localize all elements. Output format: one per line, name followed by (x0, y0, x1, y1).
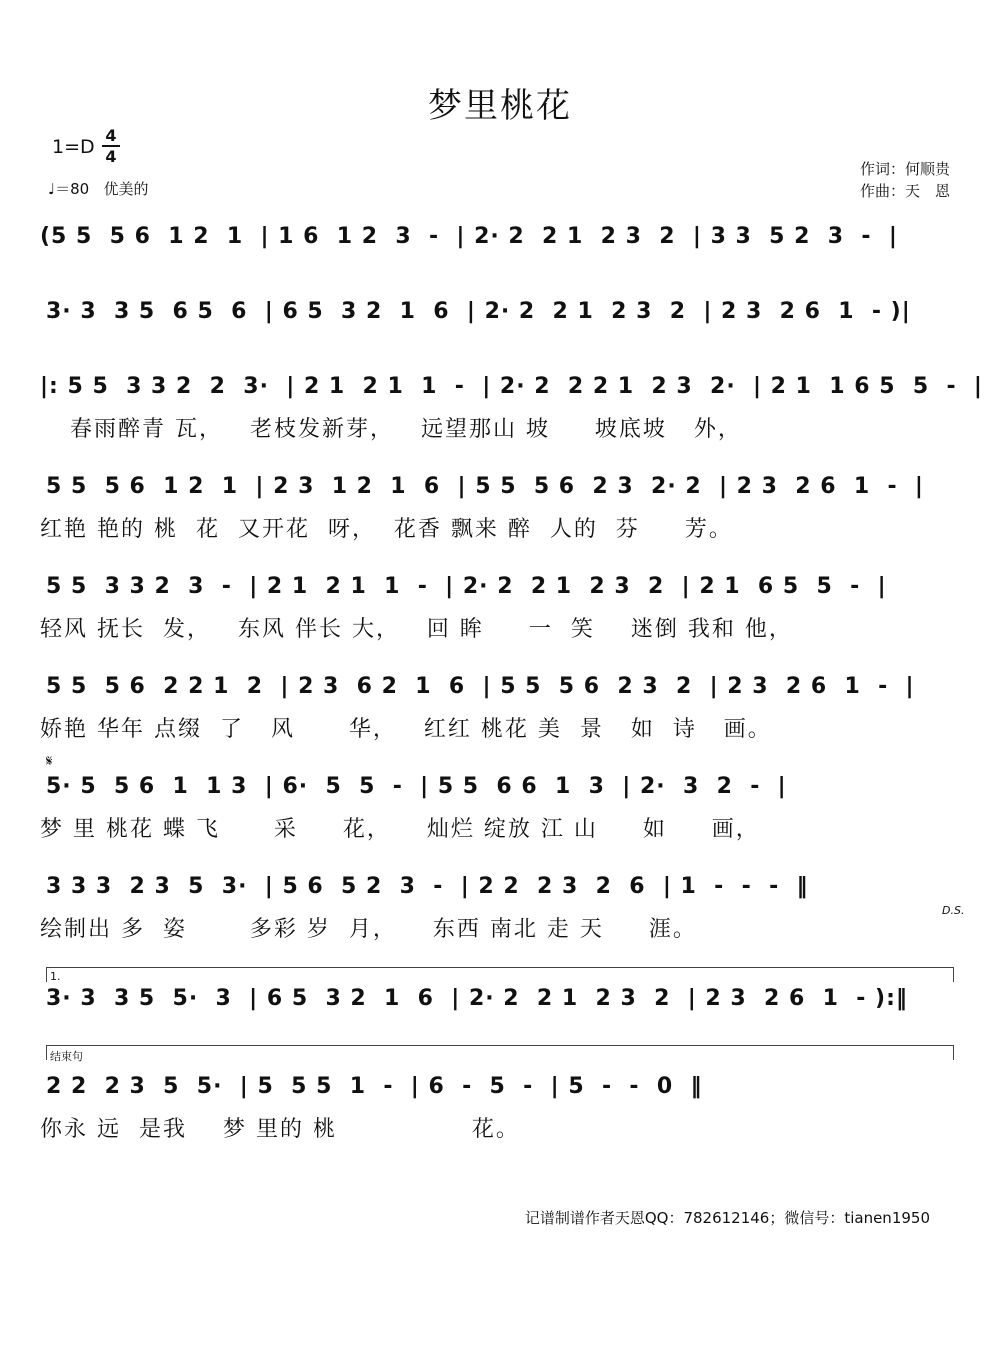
notation-line: 5· 5 5 6 1 1 3 | 6· 5 5 - | 5 5 6 6 1 3 | 2· 3 2 - | (46, 774, 787, 799)
notation-line: 5 5 5 6 1 2 1 | 2 3 1 2 1 6 | 5 5 5 6 2 3 2· 2 | 2 3 2 6 1 - | (46, 474, 924, 499)
tempo-value: ＝80 (55, 180, 90, 198)
key-signature: 1=D (52, 136, 95, 158)
notation-line: 5 5 3 3 2 3 - | 2 1 2 1 1 - | 2· 2 2 1 2 3 2 | 2 1 6 5 5 - | (46, 574, 887, 599)
time-signature (102, 127, 120, 165)
first-ending-bracket (46, 967, 954, 982)
notation-line: (5 5 5 6 1 2 1 | 1 6 1 2 3 - | 2· 2 2 1 2 3 2 | 3 3 5 2 3 - | (40, 224, 898, 249)
score-row-9 (0, 986, 1000, 1086)
time-sig-bottom: 4 (105, 147, 117, 166)
lyric-line: 绘制出 多 姿 多彩 岁 月， 东西 南北 走 天 涯。 (40, 917, 697, 942)
composer-credit: 作曲：天 恩 (859, 182, 950, 200)
score-row-5 (0, 574, 1000, 674)
notation-line: 5 5 5 6 2 2 1 2 | 2 3 6 2 1 6 | 5 5 5 6 2 3 2 | 2 3 2 6 1 - | (46, 674, 915, 699)
lyricist-credit: 作词：何顺贵 (859, 160, 950, 178)
ending-phrase-label: 结束句 (50, 1050, 83, 1063)
notation-line: 3 3 3 2 3 5 3· | 5 6 5 2 3 - | 2 2 2 3 2 6 | 1 - - - ‖ (46, 874, 809, 899)
score-row-6 (0, 674, 1000, 774)
expression-marking: 优美的 (103, 180, 149, 198)
score-row-3 (0, 374, 1000, 474)
dal-segno-marking: D.S. (942, 904, 965, 917)
tempo-marking (48, 178, 149, 199)
score-row-8 (0, 874, 1000, 974)
time-sig-top: 4 (105, 126, 117, 145)
lyric-line: 你永 远 是我 梦 里的 桃 花。 (40, 1117, 520, 1142)
score-row-4 (0, 474, 1000, 574)
lyric-line: 梦 里 桃花 蝶 飞 采 花， 灿烂 绽放 江 山 如 画， (40, 817, 760, 842)
ending-phrase-bracket (46, 1045, 954, 1060)
lyric-line: 娇艳 华年 点缀 了 风 华， 红红 桃花 美 景 如 诗 画。 (40, 717, 772, 742)
footer-credit: 记谱制谱作者天恩QQ：782612146；微信号：tianen1950 (524, 1209, 930, 1227)
notation-line: 3· 3 3 5 5· 3 | 6 5 3 2 1 6 | 2· 2 2 1 2 3 2 | 2 3 2 6 1 - ):‖ (46, 986, 908, 1011)
notation-line: 3· 3 3 5 6 5 6 | 6 5 3 2 1 6 | 2· 2 2 1 2 3 2 | 2 3 2 6 1 - )| (46, 299, 911, 324)
score-row-7 (0, 774, 1000, 874)
lyric-line: 轻风 抚长 发， 东风 伴长 大， 回 眸 一 笑 迷倒 我和 他， (40, 617, 793, 642)
lyric-line: 红艳 艳的 桃 花 又开花 呀， 花香 飘来 醉 人的 芬 芳。 (40, 517, 733, 542)
page-title: 梦里桃花 (428, 86, 572, 126)
notation-line: |: 5 5 3 3 2 2 3· | 2 1 2 1 1 - | 2· 2 2 2 1 2 3 2· | 2 1 1 6 5 5 - | (40, 374, 983, 399)
quarter-note-icon: ♩ (48, 180, 56, 198)
score-row-10 (0, 1074, 1000, 1174)
first-ending-label: 1. (50, 970, 61, 983)
notation-line: 2 2 2 3 5 5· | 5 5 5 1 - | 6 - 5 - | 5 - - 0 ‖ (46, 1074, 703, 1099)
lyric-line: 春雨醉青 瓦， 老枝发新芽， 远望那山 坡 坡底坡 外， (70, 417, 742, 442)
segno-icon: 𝄋 (46, 752, 53, 770)
